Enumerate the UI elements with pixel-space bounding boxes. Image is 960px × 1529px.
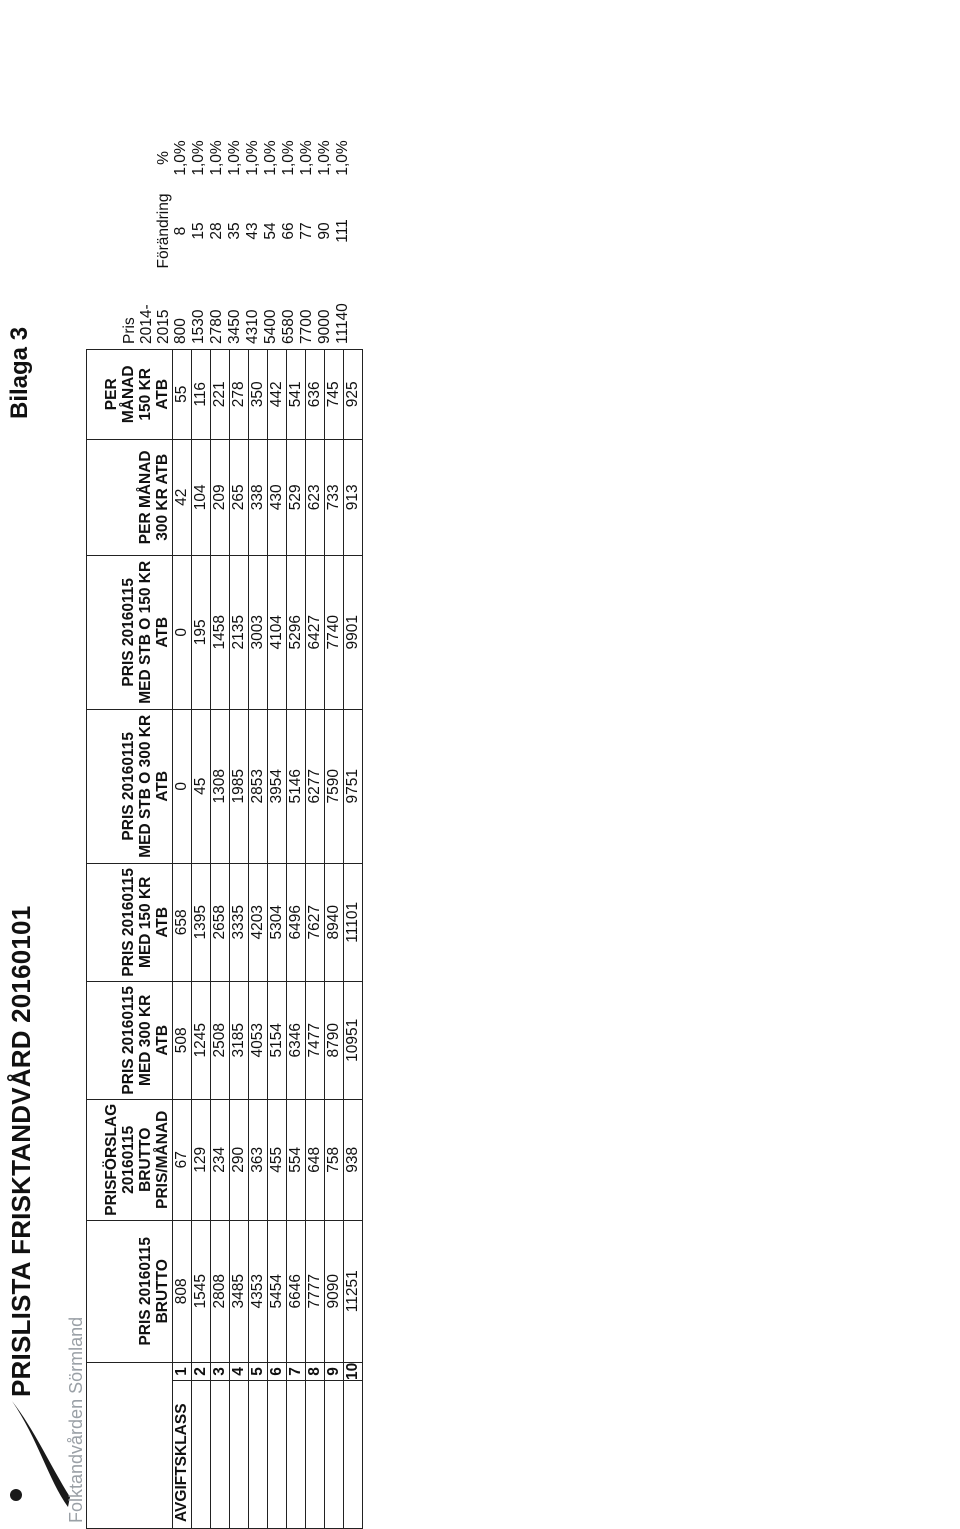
table-cell: 5146 <box>287 709 306 863</box>
comparison-cell: 1,0% <box>334 140 351 176</box>
comparison-cell: 8 <box>172 226 189 236</box>
table-cell: 363 <box>249 1099 268 1220</box>
comparison-cell: 43 <box>244 222 261 240</box>
table-row <box>344 349 363 1528</box>
comparison-row <box>280 128 298 348</box>
avgiftsklass-label <box>306 1381 325 1529</box>
comparison-row <box>208 128 226 348</box>
table-cell: 278 <box>230 349 249 439</box>
avgiftsklass-label <box>344 1381 363 1529</box>
comparison-cell: 1,0% <box>190 140 207 176</box>
table-cell: 1245 <box>192 981 211 1099</box>
comparison-cell: 111 <box>334 219 351 243</box>
comparison-row <box>334 128 352 348</box>
comparison-row <box>316 128 334 348</box>
table-cell: 290 <box>230 1099 249 1220</box>
table-cell: 1395 <box>192 863 211 981</box>
table-cell: 234 <box>211 1099 230 1220</box>
table-cell: 938 <box>344 1099 363 1220</box>
table-cell: 636 <box>306 349 325 439</box>
avgiftsklass-label <box>192 1381 211 1529</box>
comparison-cell: 800 <box>172 318 189 344</box>
table-row <box>287 349 306 1528</box>
comparison-cell: 2780 <box>208 309 225 344</box>
table-cell: 6496 <box>287 863 306 981</box>
table-row <box>268 349 287 1528</box>
table-cell: 2658 <box>211 863 230 981</box>
table-cell: 7777 <box>306 1220 325 1362</box>
table-cell: 529 <box>287 439 306 555</box>
table-cell: 4353 <box>249 1220 268 1362</box>
comparison-cell: 1,0% <box>298 140 315 176</box>
table-cell: 1458 <box>211 555 230 709</box>
organization-name: Folktandvården Sörmland <box>66 1316 86 1523</box>
avgiftsklass-number: 8 <box>306 1362 325 1380</box>
comparison-cell: 35 <box>226 222 243 240</box>
table-cell: 455 <box>268 1099 287 1220</box>
table-cell: 658 <box>173 863 192 981</box>
comparison-cell: 1,0% <box>316 140 333 176</box>
table-cell: 3003 <box>249 555 268 709</box>
table-row <box>230 349 249 1528</box>
comparison-col-header: % <box>155 151 172 165</box>
comparison-cell: 1,0% <box>280 140 297 176</box>
comparison-cell: 1530 <box>190 309 207 344</box>
avgiftsklass-number: 10 <box>344 1362 361 1380</box>
table-body <box>173 349 363 1528</box>
table-cell: 5304 <box>268 863 287 981</box>
comparison-cell: 9000 <box>316 309 333 344</box>
col-header: PER MÅNAD 300 KR ATB <box>87 439 173 555</box>
avgiftsklass-number: 5 <box>249 1362 268 1380</box>
col-header: PRIS 20160115 MED STB O 150 KR ATB <box>87 555 173 709</box>
comparison-row <box>190 128 208 348</box>
avgiftsklass-label <box>287 1381 306 1529</box>
comparison-cell: 1,0% <box>226 140 243 176</box>
table-cell: 733 <box>325 439 344 555</box>
comparison-row <box>244 128 262 348</box>
table-cell: 1308 <box>211 709 230 863</box>
table-cell: 11101 <box>344 863 363 981</box>
col-header: PRIS 20160115 MED STB O 300 KR ATB <box>87 709 173 863</box>
comparison-cell: 4310 <box>244 309 261 344</box>
table-cell: 430 <box>268 439 287 555</box>
table-row <box>325 349 344 1528</box>
table-cell: 0 <box>173 555 192 709</box>
table-cell: 758 <box>325 1099 344 1220</box>
avgiftsklass-label <box>249 1381 268 1529</box>
avgiftsklass-label <box>268 1381 287 1529</box>
page-title: PRISLISTA FRISKTANDVÅRD 20160101 <box>6 905 36 1397</box>
table-cell: 9901 <box>344 555 363 709</box>
col-header: PRIS 20160115 MED 300 KR ATB <box>87 981 173 1099</box>
comparison-row <box>262 128 280 348</box>
table-header-row <box>87 349 173 1528</box>
header-corner <box>87 1381 173 1529</box>
table-row <box>192 349 211 1528</box>
table-cell: 5154 <box>268 981 287 1099</box>
folktandvarden-logo-icon <box>8 1399 72 1509</box>
comparison-cell: 1,0% <box>172 140 189 176</box>
table-cell: 5296 <box>287 555 306 709</box>
table-cell: 6346 <box>287 981 306 1099</box>
table-cell: 2135 <box>230 555 249 709</box>
table-cell: 1985 <box>230 709 249 863</box>
table-cell: 129 <box>192 1099 211 1220</box>
table-cell: 3335 <box>230 863 249 981</box>
comparison-cell: 1,0% <box>262 140 279 176</box>
table-cell: 508 <box>173 981 192 1099</box>
table-cell: 116 <box>192 349 211 439</box>
table-cell: 8790 <box>325 981 344 1099</box>
comparison-cell: 90 <box>316 222 333 240</box>
table-cell: 11251 <box>344 1220 363 1362</box>
table-cell: 1545 <box>192 1220 211 1362</box>
comparison-cell: 6580 <box>280 309 297 344</box>
comparison-table <box>86 128 352 348</box>
table-cell: 6427 <box>306 555 325 709</box>
avgiftsklass-number: 9 <box>325 1362 344 1380</box>
table-cell: 3954 <box>268 709 287 863</box>
table-cell: 745 <box>325 349 344 439</box>
table-row <box>306 349 325 1528</box>
table-cell: 9090 <box>325 1220 344 1362</box>
table-cell: 42 <box>173 439 192 555</box>
table-cell: 195 <box>192 555 211 709</box>
table-cell: 554 <box>287 1099 306 1220</box>
header-corner-num <box>87 1362 173 1380</box>
comparison-cell: 15 <box>190 222 207 240</box>
comparison-cell: 11140 <box>334 303 351 344</box>
price-table <box>86 349 363 1529</box>
avgiftsklass-number: 7 <box>287 1362 306 1380</box>
avgiftsklass-number: 6 <box>268 1362 287 1380</box>
table-cell: 0 <box>173 709 192 863</box>
table-cell: 913 <box>344 439 363 555</box>
comparison-cell: 77 <box>298 222 315 240</box>
avgiftsklass-label <box>325 1381 344 1529</box>
table-cell: 45 <box>192 709 211 863</box>
avgiftsklass-label <box>211 1381 230 1529</box>
comparison-cell: 28 <box>208 222 225 240</box>
col-header: PER MÅNAD 150 KR ATB <box>87 349 173 439</box>
table-cell: 104 <box>192 439 211 555</box>
appendix-label: Bilaga 3 <box>6 326 33 419</box>
table-cell: 4053 <box>249 981 268 1099</box>
col-header: PRIS 20160115 MED 150 KR ATB <box>87 863 173 981</box>
table-cell: 808 <box>173 1220 192 1362</box>
table-cell: 925 <box>344 349 363 439</box>
table-cell: 648 <box>306 1099 325 1220</box>
table-cell: 5454 <box>268 1220 287 1362</box>
table-cell: 3185 <box>230 981 249 1099</box>
table-cell: 2808 <box>211 1220 230 1362</box>
col-header: PRIS 20160115 BRUTTO <box>87 1220 173 1362</box>
table-cell: 209 <box>211 439 230 555</box>
comparison-cell: 3450 <box>226 309 243 344</box>
table-cell: 2508 <box>211 981 230 1099</box>
avgiftsklass-number: 1 <box>173 1362 192 1380</box>
comparison-row <box>298 128 316 348</box>
col-header: PRISFÖRSLAG 20160115 BRUTTO PRIS/MÅNAD <box>87 1099 173 1220</box>
table-cell: 442 <box>268 349 287 439</box>
table-cell: 3485 <box>230 1220 249 1362</box>
table-cell: 623 <box>306 439 325 555</box>
table-cell: 7627 <box>306 863 325 981</box>
comparison-cell: 54 <box>262 222 279 240</box>
avgiftsklass-label <box>230 1381 249 1529</box>
table-cell: 265 <box>230 439 249 555</box>
table-cell: 221 <box>211 349 230 439</box>
table-cell: 4203 <box>249 863 268 981</box>
table-cell: 2853 <box>249 709 268 863</box>
table-cell: 6277 <box>306 709 325 863</box>
table-row <box>211 349 230 1528</box>
table-cell: 6646 <box>287 1220 306 1362</box>
comparison-cell: 1,0% <box>208 140 225 176</box>
table-cell: 338 <box>249 439 268 555</box>
comparison-col-header: Pris 2014-2015 <box>121 304 172 344</box>
table-row <box>173 349 192 1528</box>
table-cell: 55 <box>173 349 192 439</box>
table-row <box>249 349 268 1528</box>
avgiftsklass-number: 4 <box>230 1362 249 1380</box>
comparison-cell: 1,0% <box>244 140 261 176</box>
avgiftsklass-number: 2 <box>192 1362 211 1380</box>
table-cell: 350 <box>249 349 268 439</box>
avgiftsklass-number: 3 <box>211 1362 230 1380</box>
table-cell: 7590 <box>325 709 344 863</box>
table-cell: 8940 <box>325 863 344 981</box>
table-cell: 541 <box>287 349 306 439</box>
table-cell: 9751 <box>344 709 363 863</box>
comparison-header-row <box>86 128 172 348</box>
comparison-cell: 66 <box>280 222 297 240</box>
comparison-cell: 7700 <box>298 309 315 344</box>
table-cell: 7477 <box>306 981 325 1099</box>
comparison-row <box>172 128 190 348</box>
comparison-col-header: Förändring <box>155 193 172 269</box>
table-cell: 10951 <box>344 981 363 1099</box>
table-cell: 7740 <box>325 555 344 709</box>
comparison-cell: 5400 <box>262 309 279 344</box>
comparison-body <box>172 128 352 348</box>
table-cell: 4104 <box>268 555 287 709</box>
table-cell: 67 <box>173 1099 192 1220</box>
comparison-row <box>226 128 244 348</box>
avgiftsklass-label: AVGIFTSKLASS <box>173 1381 192 1529</box>
